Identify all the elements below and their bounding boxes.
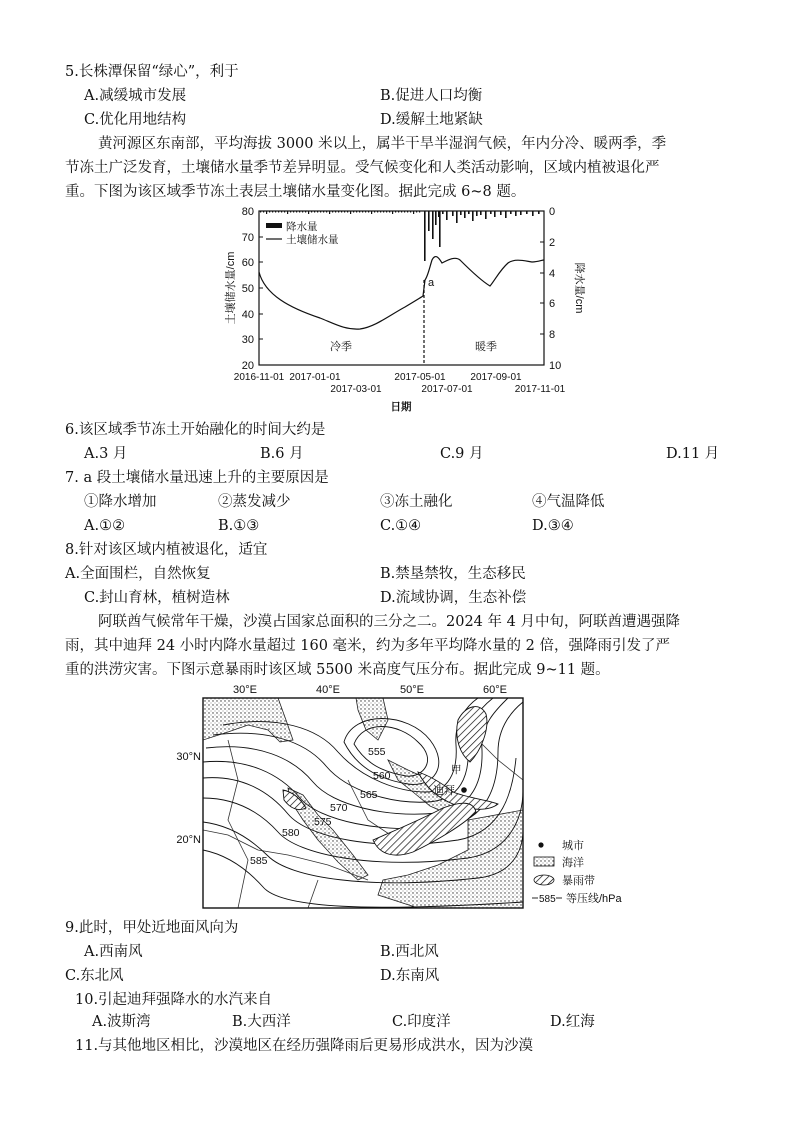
q6-option-a: A.3 月 [84,446,128,462]
right-tick: 6 [549,298,556,310]
q8-stem: 8.针对该区域内植被退化，适宜 [65,542,268,558]
precipitation-bar [317,211,318,213]
precipitation-bar [347,211,348,213]
precipitation-bar [468,211,470,214]
q7-option-a: A.①② [84,518,126,534]
x-tick: 2017-03-01 [330,384,382,395]
precipitation-bar [350,211,351,214]
precipitation-bar [386,211,387,213]
precipitation-bar [526,211,528,214]
x-axis-label: 日期 [390,401,412,413]
precipitation-bar [293,211,294,213]
legend-isobar-value: 585 [539,894,556,905]
q5-option-c: C.优化用地结构 [84,112,187,128]
precipitation-bar [380,211,381,213]
precipitation-bar [299,211,300,213]
x-tick: 2017-07-01 [421,384,473,395]
precipitation-bar [494,211,496,217]
precipitation-bar [290,211,291,213]
passage1-line1: 黄河源区东南部，平均海拔 3000 米以上，属半干旱半湿润气候，年内分冷、暖两季，季 [98,136,667,152]
svg-text:560: 560 [373,770,391,782]
q6-stem: 6.该区域季节冻土开始融化的时间大约是 [65,422,326,438]
precipitation-bar [338,211,339,213]
x-axis-ticks [234,372,566,395]
q10-option-b: B.大西洋 [232,1014,291,1030]
svg-text:60°E: 60°E [483,684,507,696]
svg-text:50°E: 50°E [400,684,424,696]
q5-option-b: B.促进人口均衡 [380,88,483,104]
precipitation-bar [356,211,357,213]
left-axis-label: 土壤储水量/cm [225,251,237,325]
q9-option-d: D.东南风 [380,968,440,984]
precipitation-bar [401,211,402,213]
precipitation-bar [287,211,288,214]
label-jia: 甲 [451,764,462,776]
precipitation-bar [446,211,448,220]
passage1-line2: 节冻土广泛发育，土壤储水量季节差异明显。受气候变化和人类活动影响，区域内植被退化严 [65,160,660,176]
precipitation-bar [275,211,276,213]
q6-option-b: B.6 月 [260,446,304,462]
precipitation-bar [359,211,360,213]
right-axis-label: 降水量/cm [573,262,585,314]
q10-option-c: C.印度洋 [392,1014,451,1030]
legend-ocean: 海洋 [562,857,584,869]
precipitation-bar [428,211,430,231]
precipitation-bar [505,211,507,218]
precipitation-bar [472,211,474,221]
left-axis-ticks [242,206,254,372]
q10-option-a: A.波斯湾 [92,1014,151,1030]
precipitation-bar [368,211,369,213]
precipitation-bar [305,211,306,213]
right-tick: 2 [549,237,556,249]
precipitation-bar [332,211,333,213]
q7-item-2: ②蒸发减少 [218,494,291,510]
q11-stem: 11.与其他地区相比，沙漠地区在经历强降雨后更易形成洪水，因为沙漠 [75,1038,534,1054]
precipitation-bar [510,211,512,214]
precipitation-bar [335,211,336,213]
legend-city-icon [538,842,543,847]
precipitation-bar [374,211,375,213]
right-tick: 0 [549,206,556,218]
precipitation-bar [442,211,444,214]
q5-option-a: A.减缓城市发展 [84,88,187,104]
x-tick: 2016-11-01 [233,372,285,383]
mediterranean-sea [203,698,293,742]
precipitation-bar [490,211,492,214]
precipitation-bar [432,211,434,239]
precipitation-bar [515,211,517,216]
x-tick: 2017-09-01 [470,372,522,383]
precipitation-bar [395,211,396,213]
q9-option-b: B.西北风 [380,944,439,960]
label-a: a [428,277,435,289]
precipitation-bar [538,211,540,214]
soil-water-curve [259,257,544,330]
svg-text:575: 575 [314,816,332,828]
left-tick: 50 [241,283,254,295]
map-legend [532,836,652,916]
precipitation-bar [281,211,282,213]
legend-precip-swatch [266,223,282,228]
legend-soil-label: 土壤储水量 [286,234,339,246]
precipitation-bar [464,211,466,218]
precipitation-bar [326,211,327,213]
left-tick: 20 [241,360,254,372]
precipitation-bar [392,211,393,214]
longitude-labels [233,684,507,696]
precipitation-bar [311,211,312,213]
precipitation-bar [456,211,458,223]
passage2-line2: 雨，其中迪拜 24 小时内降水量超过 160 毫米，约为多年平均降水量的 2 倍，强降雨引发了严 [65,638,671,654]
precipitation-bar [308,211,309,214]
precipitation-bar [278,211,279,213]
precipitation-bar [344,211,345,213]
precipitation-bar [320,211,321,213]
svg-text:585: 585 [250,855,268,867]
q9-stem: 9.此时，甲处近地面风向为 [65,920,239,936]
isobar-labels [250,746,391,867]
left-tick: 40 [241,309,254,321]
soil-water-storage-chart [210,200,600,418]
precipitation-bar [314,211,315,213]
passage1-line3: 重。下图为该区域季节冻土表层土壤储水量变化图。据此完成 6~8 题。 [65,184,526,200]
label-warm-season: 暖季 [475,341,497,353]
svg-text:40°E: 40°E [316,684,340,696]
precipitation-bar [419,211,420,213]
precipitation-bar [263,211,264,213]
precipitation-bar [272,211,273,213]
precipitation-bar [371,211,372,214]
precipitation-bar [532,211,534,216]
legend-rain-icon [534,875,554,885]
q7-item-1: ①降水增加 [84,494,157,510]
precipitation-bar [296,211,297,213]
precipitation-bar [365,211,366,213]
svg-text:565: 565 [360,789,378,801]
precipitation-bar [416,211,417,213]
q6-option-d: D.11 月 [666,446,720,462]
passage2-line3: 重的洪涝灾害。下图示意暴雨时该区域 5500 米高度气压分布。据此完成 9~11 题。 [65,662,610,678]
legend-precip-label: 降水量 [286,221,318,233]
label-cold-season: 冷季 [330,341,352,353]
svg-text:30°E: 30°E [233,684,257,696]
passage2-line1: 阿联酋气候常年干燥，沙漠占国家总面积的三分之二。2024 年 4 月中旬，阿联酋遭遇强降 [98,614,680,630]
precipitation-bar [341,211,342,213]
q9-option-c: C.东北风 [65,968,124,984]
x-tick: 2017-01-01 [289,372,341,383]
q7-item-4: ④气温降低 [532,494,605,510]
right-tick: 10 [549,360,562,372]
precipitation-bar [480,211,482,215]
precipitation-bar [452,211,454,216]
precipitation-bar [353,211,354,213]
city-dubai-marker [461,787,467,793]
precipitation-bar [410,211,411,213]
q10-stem: 10.引起迪拜强降水的水汽来自 [75,992,273,1008]
precipitation-bar [302,211,303,213]
latitude-labels [176,751,201,846]
left-tick: 60 [241,257,254,269]
legend-ocean-icon [534,857,554,866]
precipitation-bar [389,211,390,213]
precipitation-bar [407,211,408,213]
q7-stem: 7. a 段土壤储水量迅速上升的主要原因是 [65,470,329,486]
legend-rain: 暴雨带 [562,875,595,887]
svg-text:555: 555 [368,746,386,758]
q7-option-d: D.③④ [532,518,574,534]
left-tick: 30 [241,334,254,346]
precipitation-bar [323,211,324,213]
right-tick: 8 [549,329,556,341]
svg-text:570: 570 [330,802,348,814]
precipitation-bar [377,211,378,213]
right-tick: 4 [549,268,556,280]
legend-city: 城市 [562,840,584,852]
q8-option-c: C.封山育林，植树造林 [84,590,230,606]
precipitation-bar [500,211,502,215]
q8-option-b: B.禁垦禁牧，生态移民 [380,566,526,582]
q5-option-d: D.缓解土地紧缺 [380,112,483,128]
precipitation-bar [424,211,426,261]
precipitation-bar [266,211,267,214]
left-tick: 80 [241,206,254,218]
q7-option-b: B.①③ [218,518,260,534]
precipitation-bar [260,211,261,213]
precipitation-bar [413,211,414,214]
q9-option-a: A.西南风 [84,944,143,960]
precipitation-bar [398,211,399,213]
precipitation-bar [485,211,487,219]
q5-stem: 5.长株潭保留“绿心”，利于 [65,64,239,80]
right-axis-ticks [549,206,561,372]
q7-item-3: ③冻土融化 [380,494,453,510]
precipitation-bar [383,211,384,213]
precipitation-bar [476,211,478,216]
q8-option-d: D.流域协调，生态补偿 [380,590,527,606]
q8-option-a: A.全面围栏，自然恢复 [65,566,211,582]
legend-isobar: 等压线/hPa [566,893,622,905]
x-tick: 2017-05-01 [394,372,446,383]
precipitation-bar [520,211,522,215]
svg-text:20°N: 20°N [176,834,201,846]
x-tick: 2017-11-01 [514,384,566,395]
svg-text:30°N: 30°N [176,751,201,763]
city-dubai-label: 迪拜 [433,785,455,797]
svg-text:580: 580 [282,827,300,839]
precipitation-bar [362,211,363,213]
precipitation-bar [435,211,437,225]
precipitation-bar [329,211,330,214]
q6-option-c: C.9 月 [440,446,484,462]
precipitation-bar [404,211,405,213]
q7-option-c: C.①④ [380,518,422,534]
precipitation-bar [460,211,462,215]
precipitation-bar [284,211,285,213]
q10-option-d: D.红海 [550,1014,595,1030]
left-tick: 70 [241,232,254,244]
precipitation-bar [269,211,270,213]
precipitation-bar [439,211,441,247]
